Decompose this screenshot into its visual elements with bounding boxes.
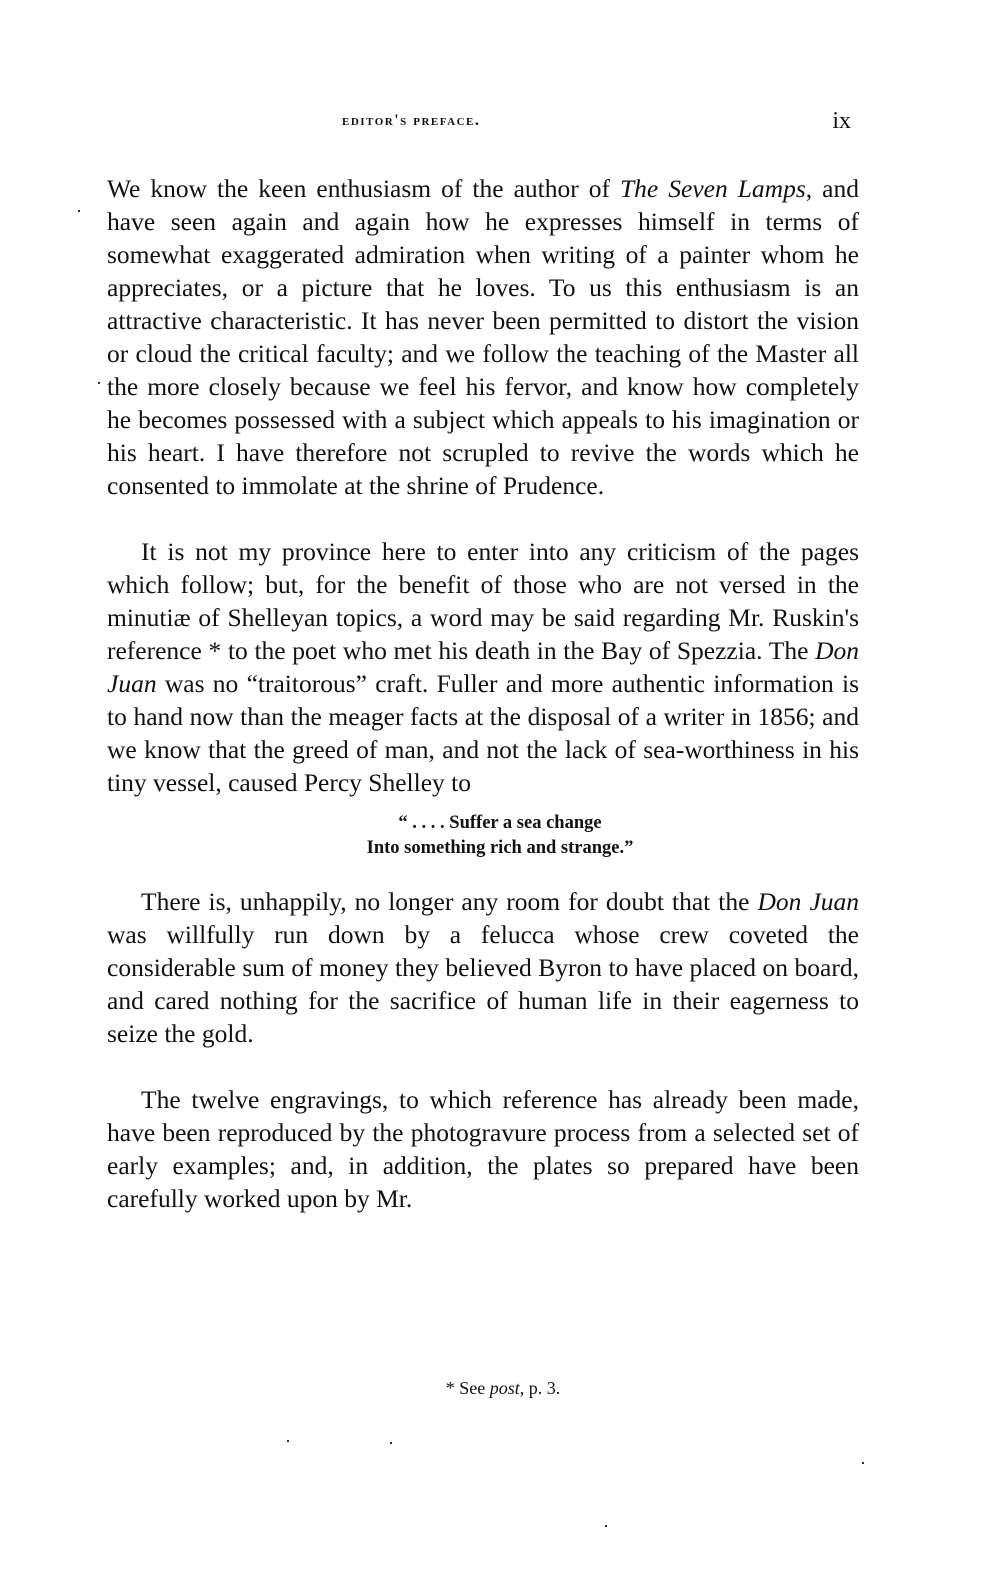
quotation-line: “ . . . . Suffer a sea change: [398, 813, 602, 833]
ship-name-italic: Don Juan: [757, 887, 860, 916]
paragraph-gap: [107, 1050, 859, 1083]
scan-speck: [390, 1442, 392, 1444]
text-run: The twelve engravings, to which reference has already been made, have been reproduced by the photogravure process from a selected set of early examples; and, in addition, the plates so prepared have been carefully worked upon by Mr.: [107, 1085, 859, 1213]
page-number: ix: [832, 108, 851, 134]
paragraph: [107, 885, 859, 1050]
text-run: was no “traitorous” craft. Fuller and more authentic information is to hand now than the meager facts at the disposal of a writer in 1856; and we know that the greed of man, and not the lack of sea-worthiness in his tiny vessel, caused Percy Shelley to: [107, 669, 859, 797]
footnote: [107, 1378, 879, 1399]
scan-speck: [78, 210, 80, 212]
quotation-line: Into something rich and strange.”: [366, 838, 634, 858]
body-text: [107, 172, 859, 1215]
footnote-marker: * See: [445, 1378, 490, 1398]
footnote-text: , p. 3.: [519, 1378, 561, 1398]
text-run: There is, unhappily, no longer any room for doubt that the: [141, 887, 758, 916]
footnote-italic: post: [489, 1378, 520, 1398]
text-run: We know the keen enthusiasm of the author of: [107, 174, 620, 203]
running-head: [107, 108, 859, 138]
scan-speck: [862, 1462, 864, 1464]
text-run: , and have seen again and again how he expresses himself in terms of somewhat exaggerated admiration when writing of a painter whom he appreciates, or a picture that he loves. To us this enthusiasm is an attractive characteristic. It has never been permitted to distort the vision or cloud the critical faculty; and we follow the teaching of the Master all the more closely because we feel his fervor, and know how completely he becomes possessed with a subject which appeals to his imagination or his heart. I have therefore not scrupled to revive the words which he consented to immolate at the shrine of Prudence.: [107, 174, 859, 500]
paragraph-gap: [107, 502, 859, 535]
ship-name-italic: Don Juan: [107, 636, 859, 698]
paragraph: [107, 535, 859, 799]
text-run: It is not my province here to enter into any criticism of the pages which follow; but, for the benefit of those who are not versed in the minutiæ of Shelleyan topics, a word may be said regarding Mr. Ruskin's reference * to the poet who met his death in the Bay of Spezzia. The: [107, 537, 859, 665]
running-title: editor's preface.: [342, 112, 481, 129]
paragraph: [107, 172, 859, 502]
book-title-italic: The Seven Lamps: [620, 174, 806, 203]
paragraph: [107, 1083, 859, 1215]
text-run: was willfully run down by a felucca whose crew coveted the considerable sum of money they believed Byron to have placed on board, and cared nothing for the sacrifice of human life in their eagerness to seize the gold.: [107, 920, 859, 1048]
block-quotation: [107, 811, 859, 861]
scan-speck: [605, 1525, 607, 1527]
scan-speck: [287, 1440, 289, 1442]
scan-speck: [98, 382, 100, 384]
